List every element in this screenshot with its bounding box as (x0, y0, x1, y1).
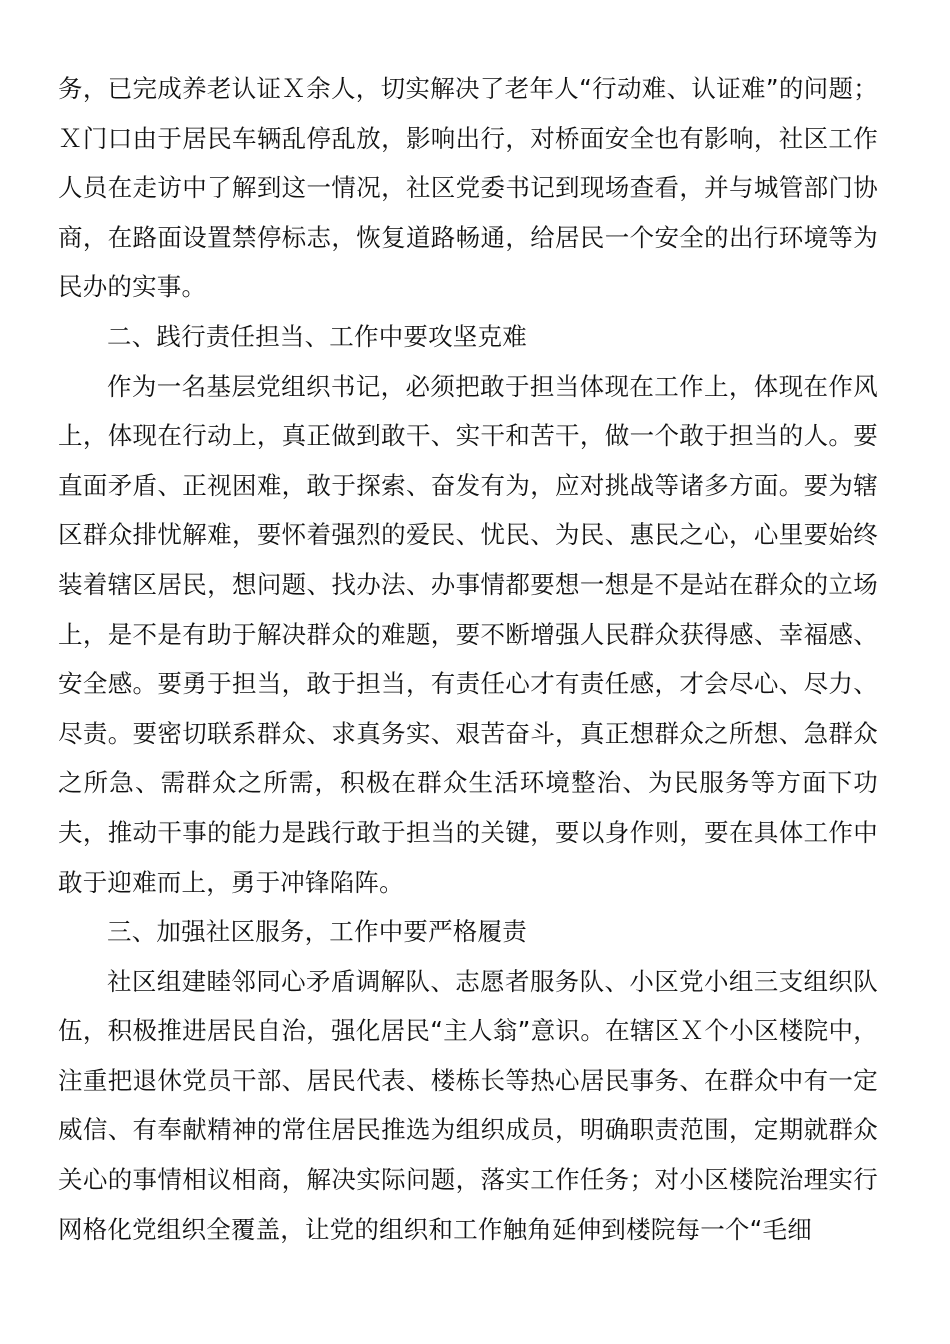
section-heading-2: 二、践行责任担当、工作中要攻坚克难 (107, 321, 527, 351)
paragraph-section-2: 作为一名基层党组织书记，必须把敢于担当体现在工作上，体现在作风上，体现在行动上，真正做到敢干、实干和苦干，做一个敢于担当的人。要直面矛盾、正视困难，敢于探索、奋发有为，应对挑战等诸多方面。要为辖区群众排忧解难，要怀着强烈的爱民、忧民、为民、惠民之心，心里要始终装着辖区居民，想问题、找办法、办事情都要想一想是不是站在群众的立场上，是不是有助于解决群众的难题，要不断增强人民群众获得感、幸福感、安全感。要勇于担当，敢于担当，有责任心才有责任感，才会尽心、尽力、尽责。要密切联系群众、求真务实、艰苦奋斗，真正想群众之所想、急群众之所急、需群众之所需，积极在群众生活环境整治、为民服务等方面下功夫，推动干事的能力是践行敢于担当的关键，要以身作则，要在具体工作中敢于迎难而上，勇于冲锋陷阵。 (58, 371, 878, 897)
section-heading-3: 三、加强社区服务，工作中要严格履责 (107, 917, 527, 947)
paragraph-continued: 务，已完成养老认证Ｘ余人，切实解决了老年人“行动难、认证难”的问题；Ｘ门口由于居民车辆乱停乱放，影响出行，对桥面安全也有影响，社区工作人员在走访中了解到这一情况，社区党委书记到现场查看，并与城管部门协商，在路面设置禁停标志，恢复道路畅通，给居民一个安全的出行环境等为民办的实事。 (58, 74, 878, 302)
paragraph-section-3: 社区组建睦邻同心矛盾调解队、志愿者服务队、小区党小组三支组织队伍，积极推进居民自治，强化居民“主人翁”意识。在辖区Ｘ个小区楼院中，注重把退休党员干部、居民代表、楼栋长等热心居民事务、在群众中有一定威信、有奉献精神的常住居民推选为组织成员，明确职责范围，定期就群众关心的事情相议相商，解决实际问题，落实工作任务；对小区楼院治理实行网格化党组织全覆盖，让党的组织和工作触角延伸到楼院每一个“毛细 (58, 966, 878, 1244)
document-page (58, 64, 878, 1254)
